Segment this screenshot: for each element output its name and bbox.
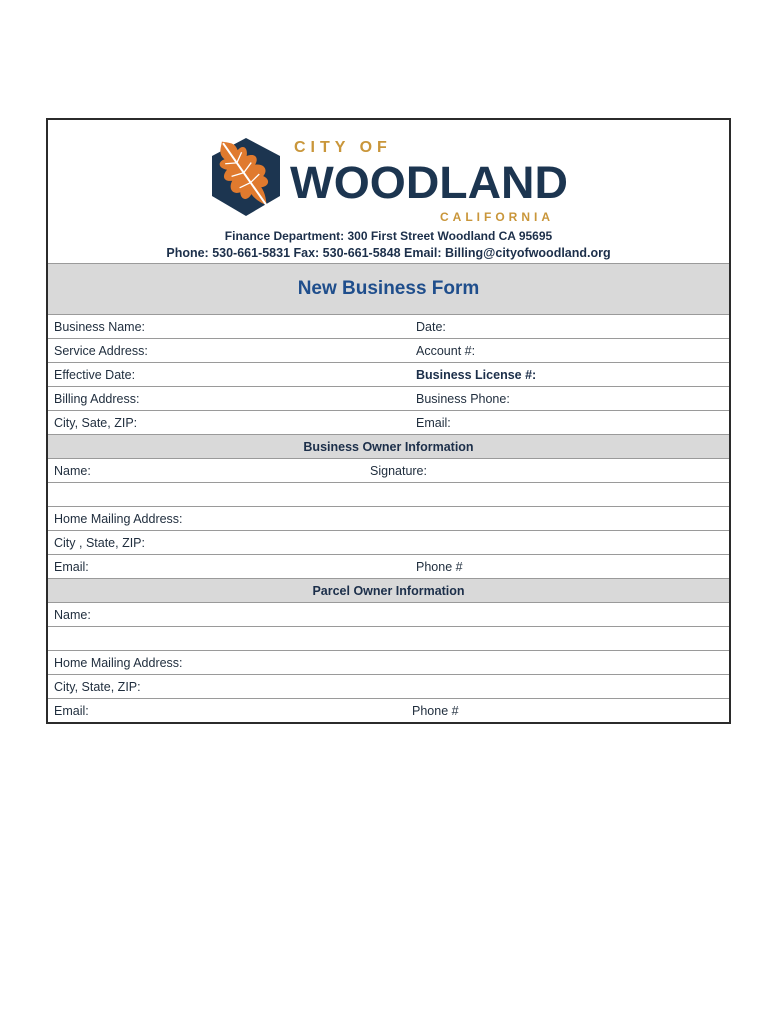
- owner-blank-row[interactable]: [48, 483, 729, 507]
- form-header: [48, 120, 729, 264]
- city-state-zip-row[interactable]: [48, 411, 729, 435]
- finance-address: Finance Department: 300 First Street Woodland CA 95695: [224, 229, 553, 243]
- parcel-name-row[interactable]: [48, 603, 729, 627]
- business-owner-heading-row: [48, 435, 729, 459]
- owner-email-label: Email:: [54, 560, 89, 574]
- parcel-mailing-row[interactable]: [48, 651, 729, 675]
- business-owner-heading: Business Owner Information: [303, 440, 474, 454]
- new-business-form: [46, 118, 731, 724]
- parcel-email-label: Email:: [54, 704, 89, 718]
- owner-mailing-row[interactable]: [48, 507, 729, 531]
- signature-label: Signature:: [370, 464, 427, 478]
- form-title-band: [48, 264, 729, 315]
- effective-date-row[interactable]: [48, 363, 729, 387]
- billing-address-row[interactable]: [48, 387, 729, 411]
- city-of-woodland-logo: [206, 126, 574, 224]
- owner-city-label: City , State, ZIP:: [54, 536, 145, 550]
- logo-woodland: WOODLAND: [290, 157, 568, 208]
- service-address-row[interactable]: [48, 339, 729, 363]
- business-phone-label: Business Phone:: [416, 392, 510, 406]
- parcel-name-label: Name:: [54, 608, 91, 622]
- owner-mailing-label: Home Mailing Address:: [54, 512, 183, 526]
- business-email-label: Email:: [416, 416, 451, 430]
- parcel-blank-row[interactable]: [48, 627, 729, 651]
- contact-info: Phone: 530-661-5831 Fax: 530-661-5848 Email: Billing@cityofwoodland.org: [166, 246, 611, 260]
- form-title: New Business Form: [297, 278, 480, 299]
- parcel-phone-label: Phone #: [412, 704, 459, 718]
- logo-california: CALIFORNIA: [440, 210, 554, 224]
- parcel-email-row[interactable]: [48, 699, 729, 722]
- business-name-label: Business Name:: [54, 320, 146, 334]
- city-state-zip-label: City, Sate, ZIP:: [54, 416, 138, 430]
- logo-city-of: CITY OF: [294, 139, 392, 156]
- parcel-mailing-label: Home Mailing Address:: [54, 656, 183, 670]
- parcel-owner-heading: Parcel Owner Information: [312, 584, 465, 598]
- service-address-label: Service Address:: [54, 344, 148, 358]
- owner-phone-label: Phone #: [416, 560, 463, 574]
- owner-name-row[interactable]: [48, 459, 729, 483]
- business-license-label: Business License #:: [416, 368, 537, 382]
- owner-name-label: Name:: [54, 464, 91, 478]
- parcel-city-row[interactable]: [48, 675, 729, 699]
- business-name-row[interactable]: [48, 315, 729, 339]
- owner-city-row[interactable]: [48, 531, 729, 555]
- parcel-owner-heading-row: [48, 579, 729, 603]
- owner-email-row[interactable]: [48, 555, 729, 579]
- date-label: Date:: [416, 320, 446, 334]
- parcel-city-label: City, State, ZIP:: [54, 680, 141, 694]
- billing-address-label: Billing Address:: [54, 392, 140, 406]
- account-label: Account #:: [416, 344, 476, 358]
- effective-date-label: Effective Date:: [54, 368, 136, 382]
